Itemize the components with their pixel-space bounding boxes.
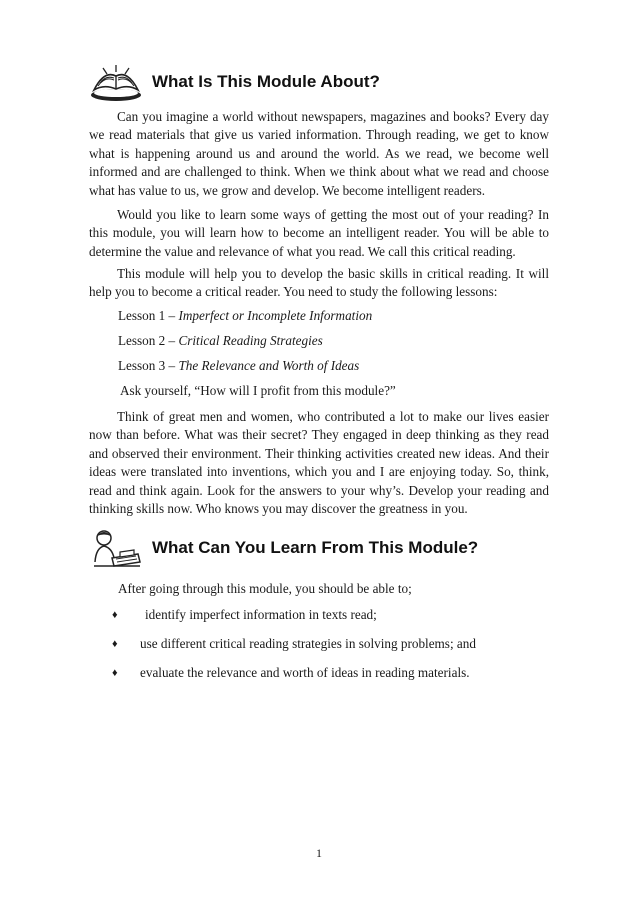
section-heading-about	[90, 62, 380, 102]
section-heading-learn	[90, 528, 478, 568]
lesson-2-prefix: Lesson 2 –	[118, 333, 179, 348]
objective-text: identify imperfect information in texts read;	[145, 607, 377, 622]
lesson-1-prefix: Lesson 1 –	[118, 308, 179, 323]
lesson-2	[118, 332, 323, 350]
reader-icon	[90, 528, 142, 568]
diamond-bullet-icon: ♦	[112, 609, 118, 621]
lesson-1	[118, 307, 372, 325]
open-book-icon	[90, 62, 142, 102]
heading-text: What Can You Learn From This Module?	[152, 538, 479, 557]
heading-text: What Is This Module About?	[152, 72, 380, 91]
paragraph-skills: This module will help you to develop the basic skills in critical reading. It will help you to become a critical reader. You need to study the following lessons:	[89, 266, 549, 300]
objectives-list	[112, 606, 542, 693]
paragraph-learn: Would you like to learn some ways of getting the most out of your reading? In this module, you will learn how to become an intelligent reader. You will be able to determine the value and relevance of what you read. We call this critical reading.	[89, 207, 549, 259]
lesson-3-title: The Relevance and Worth of Ideas	[178, 358, 360, 373]
objective-text: evaluate the relevance and worth of ideas in reading materials.	[140, 665, 470, 680]
ask-yourself: Ask yourself, “How will I profit from this module?”	[120, 383, 396, 398]
lesson-2-title: Critical Reading Strategies	[178, 333, 323, 348]
diamond-bullet-icon: ♦	[112, 667, 118, 679]
lesson-3	[118, 357, 359, 375]
paragraph-closing: Think of great men and women, who contributed a lot to make our lives easier now than before. What was their secret? They engaged in deep thinking as they read and observed their environment. Their thinking activities created new ideas. And their ideas were translated into inventions, which you and I are enjoying today. So, think, read and think again. Look for the answers to your why’s. Develop your reading and thinking skills now. Who knows you may discover the greatness in you.	[89, 409, 549, 517]
lesson-1-title: Imperfect or Incomplete Information	[178, 308, 373, 323]
list-item	[112, 635, 542, 653]
list-item	[112, 664, 542, 682]
list-item	[112, 606, 542, 624]
page-number: 1	[316, 846, 322, 860]
lesson-3-prefix: Lesson 3 –	[118, 358, 179, 373]
objective-text: use different critical reading strategies in solving problems; and	[140, 636, 476, 651]
objectives-intro: After going through this module, you should be able to;	[118, 581, 412, 596]
diamond-bullet-icon: ♦	[112, 638, 118, 650]
paragraph-intro: Can you imagine a world without newspapers, magazines and books? Every day we read materials that give us varied information. Through reading, we get to know what is happening around us and around the world. As we read, we become well informed and are challenged to think. When we think about what we read and choose what has value to us, we grow and develop. We become intelligent readers.	[89, 109, 549, 198]
